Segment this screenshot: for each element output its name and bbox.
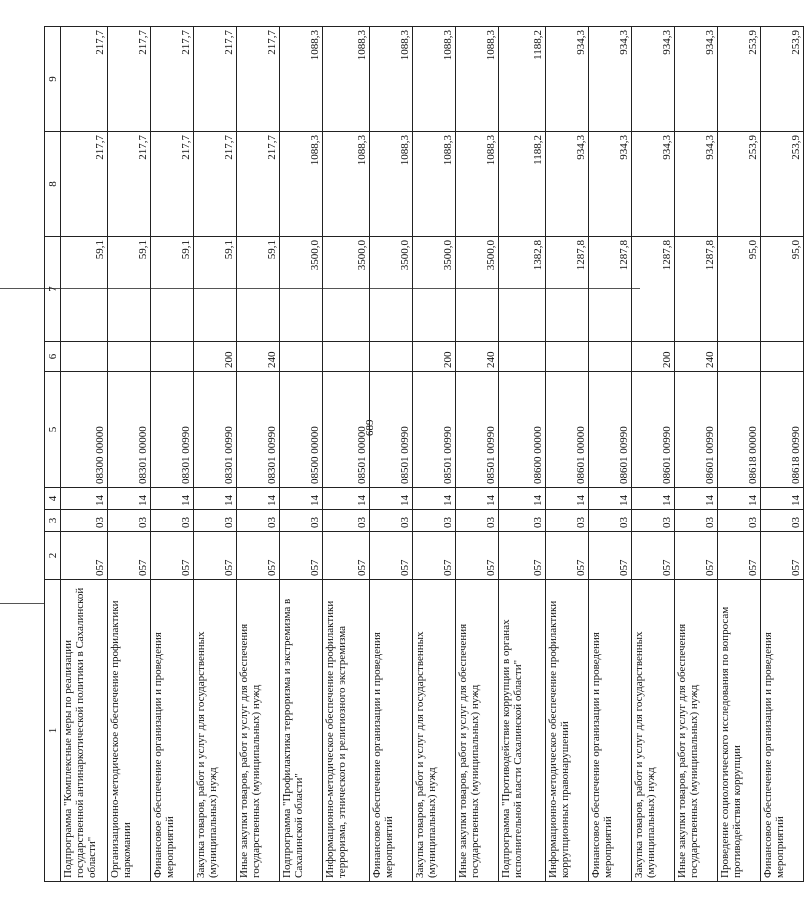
ministry-code-cell: 057 xyxy=(499,532,546,580)
amount-cell: 59,1 xyxy=(108,237,151,342)
section-cell: 03 xyxy=(108,510,151,532)
expense-type-cell: 200 xyxy=(194,342,237,372)
section-cell: 03 xyxy=(194,510,237,532)
section-cell: 03 xyxy=(280,510,323,532)
expense-type-cell: 240 xyxy=(456,342,499,372)
amount-cell: 59,1 xyxy=(151,237,194,342)
expense-type-cell xyxy=(761,342,804,372)
ministry-code-cell: 057 xyxy=(761,532,804,580)
amount-cell: 217,7 xyxy=(61,27,108,132)
amount-cell: 934,3 xyxy=(675,27,718,132)
row-name-cell: Финансовое обеспечение организации и проведения мероприятий xyxy=(589,580,632,882)
amount-cell: 1088,3 xyxy=(413,132,456,237)
table-row xyxy=(61,27,108,882)
page-number: 689 xyxy=(364,419,376,436)
ministry-code-cell: 057 xyxy=(413,532,456,580)
expense-type-cell xyxy=(589,342,632,372)
budget-table xyxy=(44,26,804,882)
ministry-code-cell: 057 xyxy=(61,532,108,580)
table-row xyxy=(280,27,323,882)
row-name-cell: Организационно-методическое обеспечение профилактики наркомании xyxy=(108,580,151,882)
table-row xyxy=(761,27,804,882)
amount-cell: 1088,3 xyxy=(280,132,323,237)
amount-cell: 253,9 xyxy=(761,27,804,132)
row-name-cell: Проведение социологического исследования по вопросам противодействия коррупции xyxy=(718,580,761,882)
amount-cell: 59,1 xyxy=(237,237,280,342)
section-cell: 03 xyxy=(237,510,280,532)
section-cell: 03 xyxy=(718,510,761,532)
target-article-cell: 08301 00990 xyxy=(194,372,237,488)
ministry-code-cell: 057 xyxy=(370,532,413,580)
amount-cell: 1088,3 xyxy=(413,27,456,132)
section-cell: 03 xyxy=(370,510,413,532)
target-article-cell: 08601 00990 xyxy=(632,372,675,488)
ministry-code-cell: 057 xyxy=(108,532,151,580)
subsection-cell: 14 xyxy=(413,488,456,510)
subsection-cell: 14 xyxy=(370,488,413,510)
subsection-cell: 14 xyxy=(237,488,280,510)
subsection-cell: 14 xyxy=(456,488,499,510)
table-row xyxy=(718,27,761,882)
subsection-cell: 14 xyxy=(323,488,370,510)
table-row xyxy=(323,27,370,882)
amount-cell: 3500,0 xyxy=(370,237,413,342)
amount-cell: 217,7 xyxy=(61,132,108,237)
table-row xyxy=(675,27,718,882)
row-name-cell: Закупка товаров, работ и услуг для государственных (муниципальных) нужд xyxy=(194,580,237,882)
section-cell: 03 xyxy=(632,510,675,532)
column-header: 9 xyxy=(45,27,61,132)
subsection-cell: 14 xyxy=(718,488,761,510)
column-header: 3 xyxy=(45,510,61,532)
expense-type-cell xyxy=(61,342,108,372)
amount-cell: 217,7 xyxy=(237,27,280,132)
section-cell: 03 xyxy=(413,510,456,532)
target-article-cell: 08301 00990 xyxy=(151,372,194,488)
amount-cell: 3500,0 xyxy=(323,237,370,342)
table-row xyxy=(194,27,237,882)
subsection-cell: 14 xyxy=(546,488,589,510)
row-name-cell: Иные закупки товаров, работ и услуг для обеспечения государственных (муниципальных) нужд xyxy=(675,580,718,882)
table-row xyxy=(237,27,280,882)
table-row xyxy=(108,27,151,882)
table-header-row xyxy=(45,27,61,882)
column-header: 1 xyxy=(45,580,61,882)
row-name-cell: Подпрограмма "Профилактика терроризма и экстремизма в Сахалинской области" xyxy=(280,580,323,882)
amount-cell: 1382,8 xyxy=(499,237,546,342)
subsection-cell: 14 xyxy=(675,488,718,510)
table-row xyxy=(499,27,546,882)
amount-cell: 217,7 xyxy=(151,132,194,237)
row-name-cell: Подпрограмма "Противодействие коррупции в органах исполнительной власти Сахалинской области" xyxy=(499,580,546,882)
amount-cell: 95,0 xyxy=(761,237,804,342)
amount-cell: 934,3 xyxy=(546,132,589,237)
target-article-cell: 08500 00000 xyxy=(280,372,323,488)
ministry-code-cell: 057 xyxy=(718,532,761,580)
section-cell: 03 xyxy=(323,510,370,532)
target-article-cell: 08501 00990 xyxy=(370,372,413,488)
amount-cell: 934,3 xyxy=(632,132,675,237)
amount-cell: 217,7 xyxy=(151,27,194,132)
row-name-cell: Закупка товаров, работ и услуг для государственных (муниципальных) нужд xyxy=(413,580,456,882)
expense-type-cell: 240 xyxy=(675,342,718,372)
amount-cell: 1287,8 xyxy=(589,237,632,342)
expense-type-cell xyxy=(499,342,546,372)
amount-cell: 253,9 xyxy=(761,132,804,237)
target-article-cell: 08301 00000 xyxy=(108,372,151,488)
amount-cell: 934,3 xyxy=(546,27,589,132)
subsection-cell: 14 xyxy=(589,488,632,510)
amount-cell: 59,1 xyxy=(61,237,108,342)
ministry-code-cell: 057 xyxy=(546,532,589,580)
expense-type-cell: 240 xyxy=(237,342,280,372)
amount-cell: 95,0 xyxy=(718,237,761,342)
target-article-cell: 08601 00990 xyxy=(675,372,718,488)
target-article-cell: 08601 00000 xyxy=(546,372,589,488)
row-name-cell: Информационно-методическое обеспечение профилактики терроризма, этнического и религиозного экстремизма xyxy=(323,580,370,882)
ministry-code-cell: 057 xyxy=(280,532,323,580)
amount-cell: 217,7 xyxy=(194,132,237,237)
amount-cell: 1088,3 xyxy=(323,132,370,237)
column-header: 4 xyxy=(45,488,61,510)
amount-cell: 1287,8 xyxy=(675,237,718,342)
ministry-code-cell: 057 xyxy=(456,532,499,580)
column-header: 2 xyxy=(45,532,61,580)
table-row xyxy=(632,27,675,882)
amount-cell: 3500,0 xyxy=(280,237,323,342)
amount-cell: 1088,3 xyxy=(323,27,370,132)
row-name-cell: Финансовое обеспечение организации и проведения мероприятий xyxy=(151,580,194,882)
row-name-cell: Закупка товаров, работ и услуг для государственных (муниципальных) нужд xyxy=(632,580,675,882)
row-name-cell: Иные закупки товаров, работ и услуг для обеспечения государственных (муниципальных) нужд xyxy=(456,580,499,882)
amount-cell: 253,9 xyxy=(718,27,761,132)
expense-type-cell xyxy=(108,342,151,372)
subsection-cell: 14 xyxy=(280,488,323,510)
amount-cell: 1088,3 xyxy=(456,132,499,237)
amount-cell: 1287,8 xyxy=(632,237,675,342)
amount-cell: 3500,0 xyxy=(456,237,499,342)
amount-cell: 1188,2 xyxy=(499,132,546,237)
target-article-cell: 08618 00990 xyxy=(761,372,804,488)
amount-cell: 934,3 xyxy=(589,27,632,132)
amount-cell: 1088,3 xyxy=(280,27,323,132)
column-header: 6 xyxy=(45,342,61,372)
table-row xyxy=(589,27,632,882)
expense-type-cell: 200 xyxy=(632,342,675,372)
row-name-cell: Информационно-методическое обеспечение профилактики коррупционных правонарушений xyxy=(546,580,589,882)
expense-type-cell xyxy=(151,342,194,372)
amount-cell: 217,7 xyxy=(237,132,280,237)
target-article-cell: 08501 00000 xyxy=(323,372,370,488)
subsection-cell: 14 xyxy=(108,488,151,510)
section-cell: 03 xyxy=(589,510,632,532)
target-article-cell: 08300 00000 xyxy=(61,372,108,488)
amount-cell: 1287,8 xyxy=(546,237,589,342)
target-article-cell: 08618 00000 xyxy=(718,372,761,488)
amount-cell: 934,3 xyxy=(632,27,675,132)
section-cell: 03 xyxy=(151,510,194,532)
subsection-cell: 14 xyxy=(632,488,675,510)
row-name-cell: Финансовое обеспечение организации и проведения мероприятий xyxy=(370,580,413,882)
section-cell: 03 xyxy=(546,510,589,532)
target-article-cell: 08301 00990 xyxy=(237,372,280,488)
column-header: 7 xyxy=(45,237,61,342)
target-article-cell: 08600 00000 xyxy=(499,372,546,488)
section-cell: 03 xyxy=(499,510,546,532)
target-article-cell: 08501 00990 xyxy=(413,372,456,488)
table-body xyxy=(61,27,804,882)
amount-cell: 253,9 xyxy=(718,132,761,237)
ministry-code-cell: 057 xyxy=(632,532,675,580)
column-header: 5 xyxy=(45,372,61,488)
expense-type-cell xyxy=(546,342,589,372)
subsection-cell: 14 xyxy=(151,488,194,510)
amount-cell: 59,1 xyxy=(194,237,237,342)
amount-cell: 3500,0 xyxy=(413,237,456,342)
expense-type-cell xyxy=(280,342,323,372)
table-row xyxy=(151,27,194,882)
subsection-cell: 14 xyxy=(761,488,804,510)
margin-rule xyxy=(0,603,44,604)
row-name-cell: Финансовое обеспечение организации и проведения мероприятий xyxy=(761,580,804,882)
expense-type-cell xyxy=(323,342,370,372)
expense-type-cell xyxy=(370,342,413,372)
amount-cell: 1088,3 xyxy=(370,27,413,132)
subsection-cell: 14 xyxy=(499,488,546,510)
target-article-cell: 08601 00990 xyxy=(589,372,632,488)
section-cell: 03 xyxy=(456,510,499,532)
section-cell: 03 xyxy=(675,510,718,532)
amount-cell: 217,7 xyxy=(108,27,151,132)
column-header: 8 xyxy=(45,132,61,237)
ministry-code-cell: 057 xyxy=(151,532,194,580)
row-name-cell: Иные закупки товаров, работ и услуг для обеспечения государственных (муниципальных) нужд xyxy=(237,580,280,882)
row-name-cell: Подпрограмма "Комплексные меры по реализации государственной антинаркотической политики в Сахалинской области" xyxy=(61,580,108,882)
expense-type-cell xyxy=(718,342,761,372)
target-article-cell: 08501 00990 xyxy=(456,372,499,488)
section-cell: 03 xyxy=(61,510,108,532)
ministry-code-cell: 057 xyxy=(194,532,237,580)
ministry-code-cell: 057 xyxy=(237,532,280,580)
expense-type-cell: 200 xyxy=(413,342,456,372)
table-row xyxy=(370,27,413,882)
ministry-code-cell: 057 xyxy=(323,532,370,580)
amount-cell: 934,3 xyxy=(675,132,718,237)
rotated-table-container xyxy=(44,27,802,882)
table-row xyxy=(456,27,499,882)
section-cell: 03 xyxy=(761,510,804,532)
ministry-code-cell: 057 xyxy=(675,532,718,580)
amount-cell: 934,3 xyxy=(589,132,632,237)
amount-cell: 1088,3 xyxy=(456,27,499,132)
amount-cell: 217,7 xyxy=(194,27,237,132)
table-row xyxy=(546,27,589,882)
amount-cell: 217,7 xyxy=(108,132,151,237)
amount-cell: 1088,3 xyxy=(370,132,413,237)
amount-cell: 1188,2 xyxy=(499,27,546,132)
subsection-cell: 14 xyxy=(194,488,237,510)
ministry-code-cell: 057 xyxy=(589,532,632,580)
table-row xyxy=(413,27,456,882)
subsection-cell: 14 xyxy=(61,488,108,510)
